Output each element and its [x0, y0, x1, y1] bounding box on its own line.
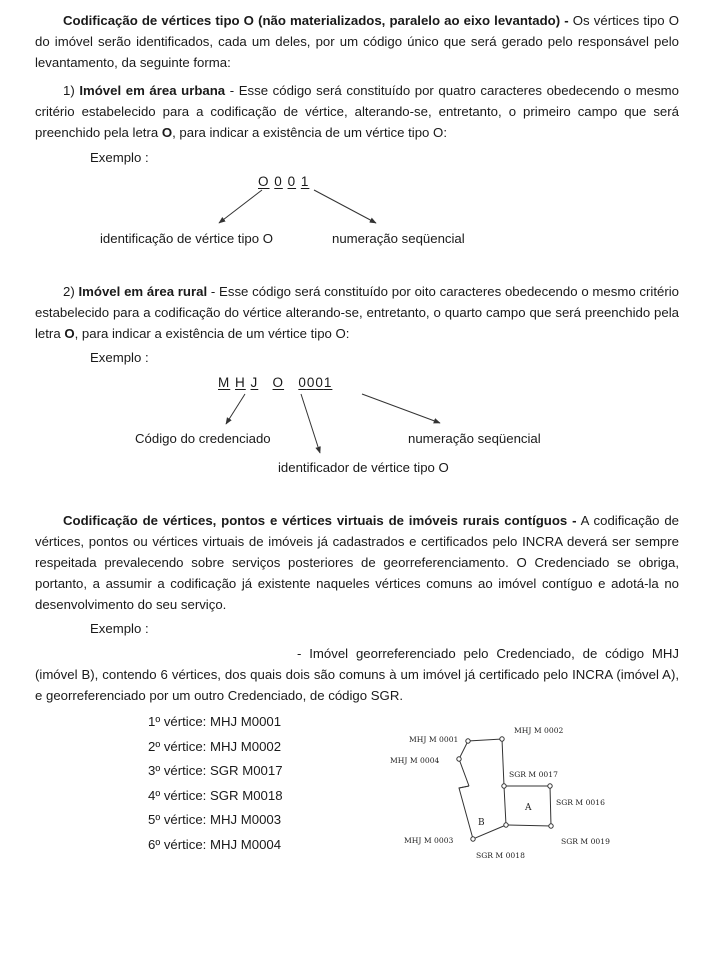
diagram-label: MHJ M 0001 [409, 735, 459, 744]
urban-code-digit: 1 [300, 174, 310, 189]
urban-title: Imóvel em área urbana [79, 83, 226, 98]
section-o-title: Codificação de vértices tipo O (não materializados, paralelo ao eixo levantado) - [63, 13, 569, 28]
vertex-list-item: 6º vértice: MHJ M0004 [148, 836, 282, 852]
urban-body-end: , para indicar a existência de um vértice tipo O: [172, 125, 447, 140]
rural-body-end: , para indicar a existência de um vértice tipo O: [74, 326, 350, 341]
diagram-label: MHJ M 0002 [514, 726, 564, 735]
diagram-label: SGR M 0019 [561, 837, 610, 846]
vertex-marker [549, 824, 553, 828]
vertex-marker [471, 837, 475, 841]
vertex-list [148, 710, 283, 857]
rural-code-digit: 1 [323, 375, 333, 390]
rural-code-digit: 0 [298, 375, 307, 390]
area-a-label: A [525, 803, 532, 813]
area-b-label: B [478, 818, 485, 828]
rural-caption-right: numeração seqüencial [408, 431, 541, 446]
vertex-marker [466, 739, 470, 743]
urban-number: 1) [63, 83, 75, 98]
rural-title: Imóvel em área rural [78, 284, 208, 299]
contiguous-example-label: Exemplo : [90, 621, 149, 636]
urban-body: - Esse código será constituído por quatro caracteres obedecendo o mesmo critério estabelecido para a codificação de vértice, alterando-se, entretanto, o primeiro campo que será preenchido pela letra [35, 83, 679, 140]
section-o-paragraph [35, 10, 679, 73]
urban-letter: O [161, 125, 173, 140]
rural-code-char: J [250, 375, 259, 390]
urban-caption-left: identificação de vértice tipo O [100, 231, 273, 246]
property-a-boundary [504, 786, 551, 826]
vertex-list-item: 3º vértice: SGR M0017 [148, 763, 283, 778]
rural-arrow-middle [301, 394, 320, 453]
rural-paragraph [35, 281, 679, 344]
rural-caption-left: Código do credenciado [135, 431, 271, 446]
rural-arrow-left [226, 394, 245, 424]
urban-example-label: Exemplo : [90, 150, 149, 165]
rural-code-letter: O [272, 375, 285, 390]
urban-code-digit: 0 [287, 174, 297, 189]
vertex-list-item: 5º vértice: MHJ M0003 [148, 812, 282, 827]
property-diagram [457, 737, 553, 841]
urban-caption-right: numeração seqüencial [332, 231, 465, 246]
vertex-marker [457, 757, 461, 761]
diagram-label: SGR M 0017 [509, 770, 558, 779]
vertex-marker [502, 784, 506, 788]
rural-example-label: Exemplo : [90, 350, 149, 365]
urban-code [258, 171, 309, 192]
diagram-label: MHJ M 0003 [404, 836, 454, 845]
contiguous-title: Codificação de vértices, pontos e vértices virtuais de imóveis rurais contíguos - [63, 513, 577, 528]
contiguous-paragraph [35, 510, 679, 615]
rural-caption-bottom: identificador de vértice tipo O [278, 460, 449, 475]
urban-arrow-left [219, 190, 262, 223]
vertex-list-item: 1º vértice: MHJ M0001 [148, 714, 282, 729]
vertex-marker [500, 737, 504, 741]
rural-arrow-right [362, 394, 440, 423]
rural-code-digit: 0 [315, 375, 324, 390]
vertex-marker [504, 823, 508, 827]
rural-code-char: M [218, 375, 231, 390]
property-edge [459, 786, 469, 788]
urban-paragraph [35, 80, 679, 143]
rural-letter: O [64, 326, 75, 341]
urban-arrow-right [314, 190, 376, 223]
section-o-body: Os vértices tipo O do imóvel serão identificados, cada um deles, por um código único que será gerado pelo responsável pelo levantamento, da seguinte forma: [35, 13, 679, 70]
contiguous-example-text: - Imóvel georreferenciado pelo Credenciado, de código MHJ (imóvel B), contendo 6 vértices, dos quais dois são comuns à um imóvel já certificado pelo INCRA (imóvel A), e georreferenciado por um outro Credenciado, de código SGR. [35, 646, 679, 703]
diagram-label: MHJ M 0004 [390, 756, 440, 765]
rural-code-char: H [235, 375, 246, 390]
rural-code [218, 372, 332, 393]
contiguous-body: A codificação de vértices, pontos ou vértices virtuais de imóveis já cadastrados e certificados pelo INCRA deverá ser sempre respeitada prevalecendo sobre serviços posteriores de georreferenciamento. O Credenciado se obriga, portanto, a assumir a codificação já existente naqueles vértices comuns ao imóvel contíguo e adotá-la no desenvolvimento do seu serviço. [35, 513, 680, 612]
rural-body: - Esse código será constituído por oito caracteres obedecendo o mesmo critério estabelecido para a codificação do vértice alterando-se, entretanto, o quarto campo que será preenchido pela letra [35, 284, 679, 341]
urban-code-digit: 0 [274, 174, 283, 189]
vertex-list-item: 4º vértice: SGR M0018 [148, 787, 283, 803]
urban-code-letter: O [258, 174, 270, 189]
vertex-list-item: 2º vértice: MHJ M0002 [148, 738, 282, 754]
diagram-label: SGR M 0016 [556, 798, 605, 807]
rural-number: 2) [63, 284, 75, 299]
rural-code-digit: 0 [306, 375, 316, 390]
diagram-label: SGR M 0018 [476, 851, 525, 860]
property-b-boundary [459, 739, 506, 839]
vertex-marker [548, 784, 552, 788]
